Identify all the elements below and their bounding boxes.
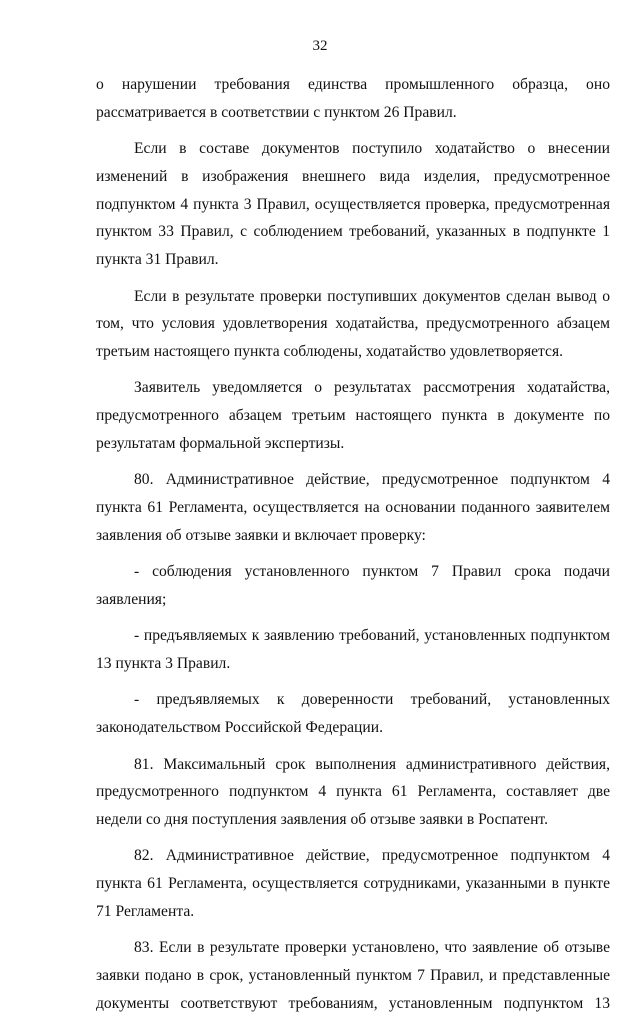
paragraph-item-83: 83. Если в результате проверки установлено, что заявление об отзыве заявки подано в срок, установленный пунктом 7 Правил, и представленные документы соответствуют требованиям, установленным подпунктом 13: [96, 939, 610, 1012]
list-item: - предъявляемых к заявлению требований, установленных подпунктом 13 пункта 3 Правил.: [96, 627, 610, 673]
paragraph-item-82: 82. Административное действие, предусмотренное подпунктом 4 пункта 61 Регламента, осуществляется сотрудниками, указанными в пункте 71 Регламента.: [96, 847, 610, 921]
paragraph-item-81: 81. Максимальный срок выполнения административного действия, предусмотренного подпунктом 4 пункта 61 Регламента, составляет две недели со дня поступления заявления об отзыве заявки в Роспатент.: [96, 755, 610, 829]
list-item: - предъявляемых к доверенности требований, установленных законодательством Российской Федерации.: [96, 691, 610, 737]
page-number: 32: [312, 38, 328, 54]
list-item: - соблюдения установленного пунктом 7 Правил срока подачи заявления;: [96, 563, 610, 609]
paragraph: Заявитель уведомляется о результатах рассмотрения ходатайства, предусмотренного абзацем третьим настоящего пункта в документе по результатам формальной экспертизы.: [96, 379, 610, 453]
paragraph: Если в результате проверки поступивших документов сделан вывод о том, что условия удовлетворения ходатайства, предусмотренного абзацем третьим настоящего пункта соблюдены, ходатайство удовлетворяется.: [96, 287, 610, 361]
paragraph-item-80: 80. Административное действие, предусмотренное подпунктом 4 пункта 61 Регламента, осуществляется на основании поданного заявителем заявления об отзыве заявки и включает проверку:: [96, 471, 610, 544]
paragraph: Если в составе документов поступило ходатайство о внесении изменений в изображения внешнего вида изделия, предусмотренное подпунктом 4 пункта 3 Правил, осуществляется проверка, предусмотренная пунктом 33 Правил, с соблюдением требований, указанных в подпункте 1 пункта 31 Правил.: [96, 140, 610, 269]
paragraph-continuation: о нарушении требования единства промышленного образца, оно рассматривается в соответствии с пунктом 26 Правил.: [96, 76, 610, 121]
document-body: [96, 71, 610, 1026]
